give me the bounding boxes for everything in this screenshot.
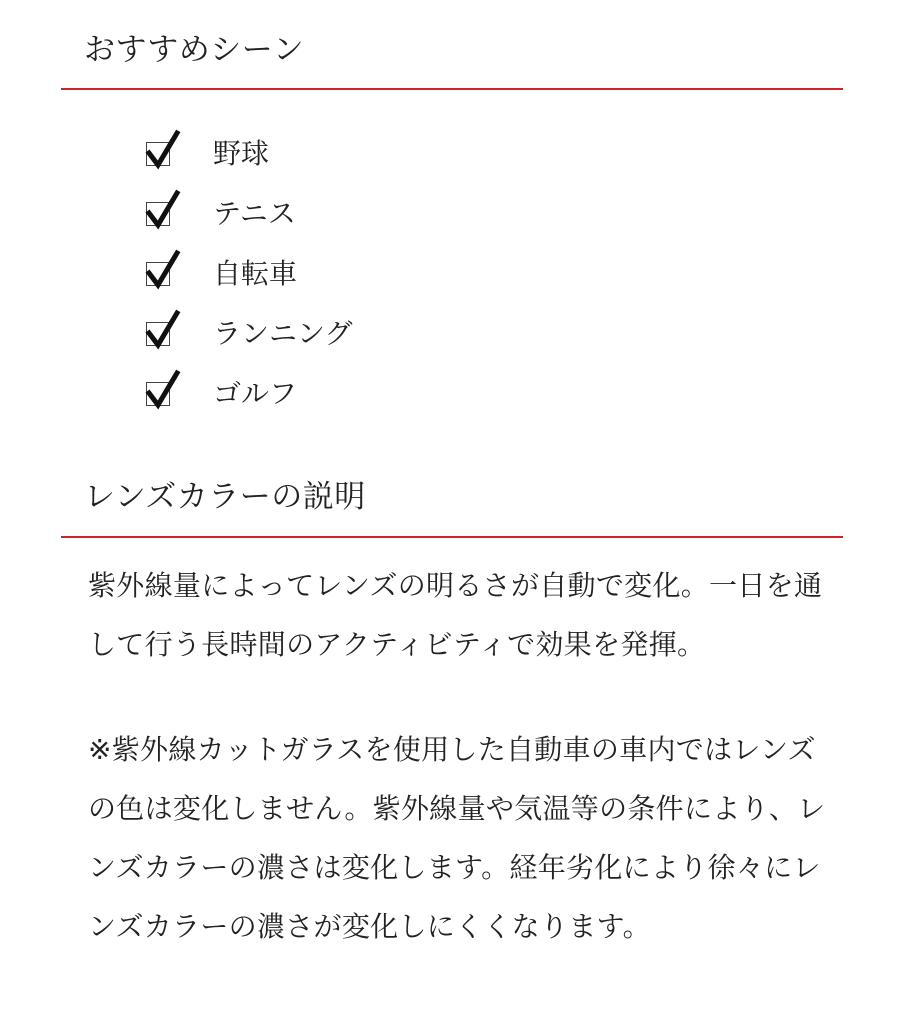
- section-title-lens-color: レンズカラーの説明: [84, 479, 366, 515]
- lens-note-paragraph: ※紫外線カットガラスを使用した自動車の車内ではレンズの色は変化しません。紫外線量や気温等の条件により、レンズカラーの濃さは変化します。経年劣化により徐々にレンズカラーの濃さが変化しにくくなります。: [88, 733, 826, 943]
- checkbox[interactable]: [146, 322, 170, 346]
- scene-checklist: [146, 124, 352, 424]
- scene-label: 野球: [213, 137, 270, 170]
- checkmark-icon: [145, 371, 181, 409]
- section-title-recommended-scenes: おすすめシーン: [84, 32, 305, 68]
- section-divider: [61, 536, 843, 538]
- list-item: [146, 364, 352, 424]
- checkmark-icon: [145, 191, 181, 229]
- checkbox[interactable]: [146, 202, 170, 226]
- list-item: [146, 244, 352, 304]
- section-divider: [61, 88, 843, 90]
- scene-label: ゴルフ: [213, 377, 298, 410]
- list-item: [146, 304, 352, 364]
- checkbox[interactable]: [146, 262, 170, 286]
- scene-label: 自転車: [213, 257, 298, 290]
- checkmark-icon: [145, 131, 181, 169]
- list-item: [146, 184, 352, 244]
- checkbox[interactable]: [146, 382, 170, 406]
- lens-description-paragraph: 紫外線量によってレンズの明るさが自動で変化。一日を通して行う長時間のアクティビティで効果を発揮。: [88, 569, 823, 661]
- checkbox[interactable]: [146, 142, 170, 166]
- scene-label: ランニング: [213, 317, 353, 350]
- checkmark-icon: [145, 251, 181, 289]
- list-item: [146, 124, 352, 184]
- scene-label: テニス: [213, 197, 296, 230]
- checkmark-icon: [145, 311, 181, 349]
